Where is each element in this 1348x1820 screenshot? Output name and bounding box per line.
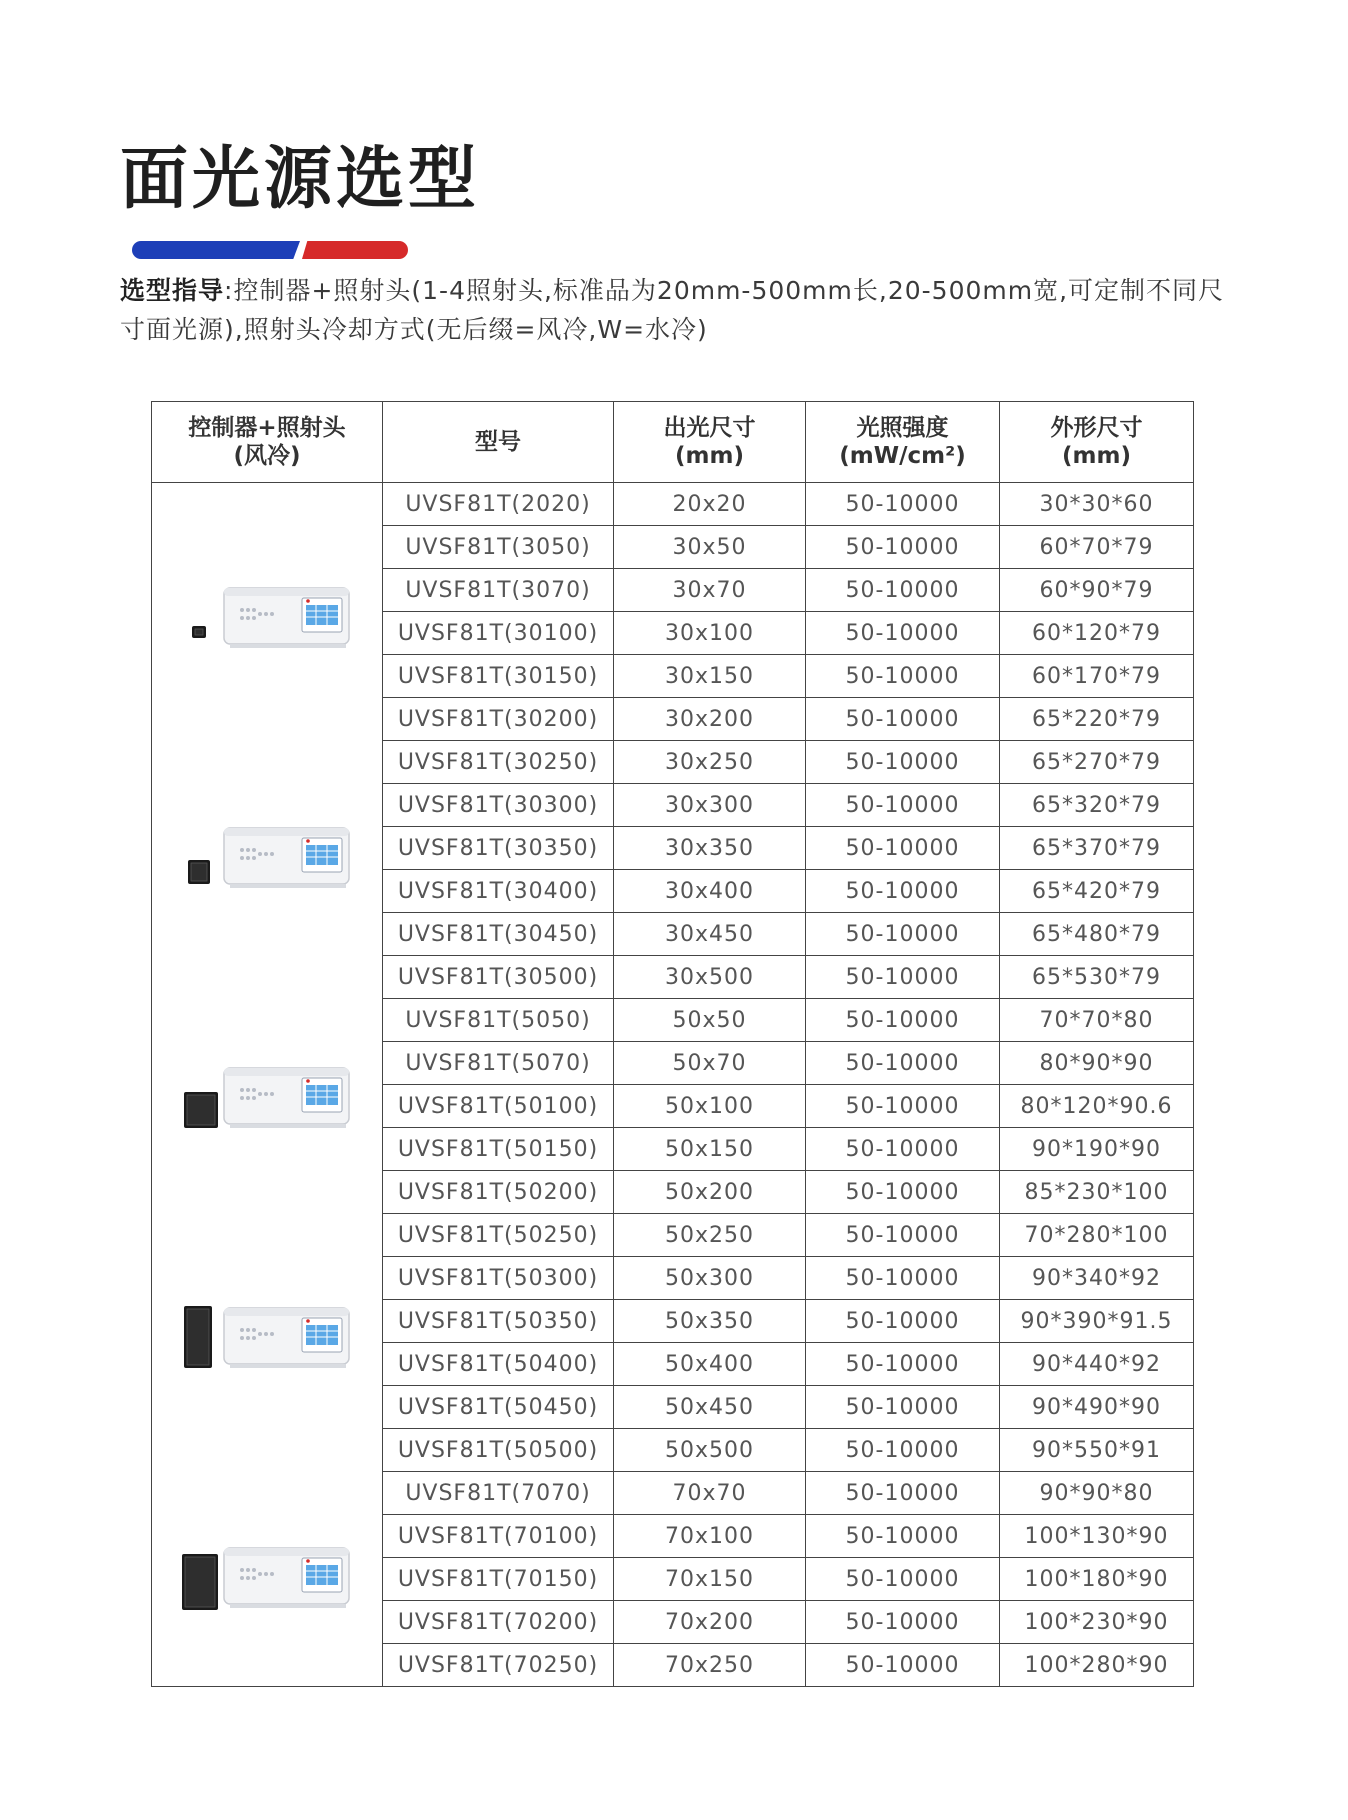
irradiance-cell: 50-10000	[806, 999, 1000, 1042]
irradiance-cell: 50-10000	[806, 827, 1000, 870]
emission-size-cell: 50x400	[614, 1343, 806, 1386]
controller-with-small-head-image	[182, 578, 352, 658]
emission-size-cell: 30x500	[614, 956, 806, 999]
irradiance-cell: 50-10000	[806, 612, 1000, 655]
outline-size-cell: 100*280*90	[1000, 1644, 1194, 1687]
irradiance-cell: 50-10000	[806, 1171, 1000, 1214]
selection-guide	[120, 271, 1230, 349]
model-cell: UVSF81T(50350)	[383, 1300, 614, 1343]
outline-size-cell: 90*90*80	[1000, 1472, 1194, 1515]
emission-size-cell: 50x350	[614, 1300, 806, 1343]
irradiance-cell: 50-10000	[806, 1214, 1000, 1257]
outline-size-cell: 65*480*79	[1000, 913, 1194, 956]
outline-size-cell: 100*230*90	[1000, 1601, 1194, 1644]
irradiance-cell: 50-10000	[806, 1085, 1000, 1128]
irradiance-cell: 50-10000	[806, 483, 1000, 526]
emission-size-cell: 50x150	[614, 1128, 806, 1171]
outline-size-cell: 60*170*79	[1000, 655, 1194, 698]
outline-size-cell: 65*320*79	[1000, 784, 1194, 827]
emission-size-cell: 30x450	[614, 913, 806, 956]
header-model: 型号	[383, 402, 614, 483]
outline-size-cell: 90*190*90	[1000, 1128, 1194, 1171]
irradiance-cell: 50-10000	[806, 655, 1000, 698]
emission-size-cell: 50x300	[614, 1257, 806, 1300]
outline-size-cell: 60*90*79	[1000, 569, 1194, 612]
irradiance-cell: 50-10000	[806, 1343, 1000, 1386]
model-cell: UVSF81T(70200)	[383, 1601, 614, 1644]
irradiance-cell: 50-10000	[806, 1515, 1000, 1558]
model-cell: UVSF81T(5070)	[383, 1042, 614, 1085]
emission-size-cell: 50x70	[614, 1042, 806, 1085]
model-cell: UVSF81T(30100)	[383, 612, 614, 655]
title-underline-red	[302, 241, 408, 259]
emission-size-cell: 30x200	[614, 698, 806, 741]
emission-size-cell: 50x450	[614, 1386, 806, 1429]
emission-size-cell: 50x500	[614, 1429, 806, 1472]
selection-guide-text: :控制器+照射头(1-4照射头,标准品为20mm-500mm长,20-500mm宽,可定制不同尺寸面光源),照射头冷却方式(无后缀=风冷,W=水冷)	[120, 276, 1225, 344]
irradiance-cell: 50-10000	[806, 526, 1000, 569]
model-cell: UVSF81T(3070)	[383, 569, 614, 612]
outline-size-cell: 65*270*79	[1000, 741, 1194, 784]
model-cell: UVSF81T(50500)	[383, 1429, 614, 1472]
emission-size-cell: 30x50	[614, 526, 806, 569]
model-cell: UVSF81T(50150)	[383, 1128, 614, 1171]
controller-with-large-head-image	[182, 1538, 352, 1618]
irradiance-cell: 50-10000	[806, 1386, 1000, 1429]
outline-size-cell: 90*440*92	[1000, 1343, 1194, 1386]
model-cell: UVSF81T(3050)	[383, 526, 614, 569]
emission-size-cell: 70x150	[614, 1558, 806, 1601]
irradiance-cell: 50-10000	[806, 1300, 1000, 1343]
emission-size-cell: 30x150	[614, 655, 806, 698]
emission-size-cell: 70x200	[614, 1601, 806, 1644]
outline-size-cell: 65*530*79	[1000, 956, 1194, 999]
emission-size-cell: 70x100	[614, 1515, 806, 1558]
model-cell: UVSF81T(50250)	[383, 1214, 614, 1257]
controller-with-50mm-head-image	[182, 1058, 352, 1138]
outline-size-cell: 65*420*79	[1000, 870, 1194, 913]
title-underline-blue	[132, 241, 300, 259]
spec-table	[151, 401, 1194, 1687]
model-cell: UVSF81T(30350)	[383, 827, 614, 870]
emission-size-cell: 30x100	[614, 612, 806, 655]
model-cell: UVSF81T(30400)	[383, 870, 614, 913]
irradiance-cell: 50-10000	[806, 956, 1000, 999]
emission-size-cell: 50x50	[614, 999, 806, 1042]
page-title: 面光源选型	[120, 140, 481, 219]
header-irradiance: 光照强度 (mW/cm²)	[806, 402, 1000, 483]
outline-size-cell: 60*120*79	[1000, 612, 1194, 655]
irradiance-cell: 50-10000	[806, 870, 1000, 913]
emission-size-cell: 50x250	[614, 1214, 806, 1257]
selection-guide-label: 选型指导	[120, 276, 225, 305]
table-row	[152, 483, 1194, 526]
header-outline-size: 外形尺寸 (mm)	[1000, 402, 1194, 483]
outline-size-cell: 70*280*100	[1000, 1214, 1194, 1257]
model-cell: UVSF81T(30200)	[383, 698, 614, 741]
emission-size-cell: 30x300	[614, 784, 806, 827]
model-cell: UVSF81T(50100)	[383, 1085, 614, 1128]
model-cell: UVSF81T(30150)	[383, 655, 614, 698]
emission-size-cell: 70x70	[614, 1472, 806, 1515]
model-cell: UVSF81T(30500)	[383, 956, 614, 999]
outline-size-cell: 90*340*92	[1000, 1257, 1194, 1300]
controller-with-30mm-head-image	[182, 818, 352, 898]
irradiance-cell: 50-10000	[806, 1257, 1000, 1300]
model-cell: UVSF81T(70100)	[383, 1515, 614, 1558]
emission-size-cell: 30x350	[614, 827, 806, 870]
irradiance-cell: 50-10000	[806, 1601, 1000, 1644]
irradiance-cell: 50-10000	[806, 741, 1000, 784]
outline-size-cell: 65*370*79	[1000, 827, 1194, 870]
model-cell: UVSF81T(30300)	[383, 784, 614, 827]
outline-size-cell: 85*230*100	[1000, 1171, 1194, 1214]
emission-size-cell: 20x20	[614, 483, 806, 526]
model-cell: UVSF81T(2020)	[383, 483, 614, 526]
outline-size-cell: 70*70*80	[1000, 999, 1194, 1042]
header-controller-head: 控制器+照射头 (风冷)	[152, 402, 383, 483]
model-cell: UVSF81T(50300)	[383, 1257, 614, 1300]
irradiance-cell: 50-10000	[806, 1644, 1000, 1687]
model-cell: UVSF81T(50200)	[383, 1171, 614, 1214]
irradiance-cell: 50-10000	[806, 1472, 1000, 1515]
outline-size-cell: 90*490*90	[1000, 1386, 1194, 1429]
outline-size-cell: 80*120*90.6	[1000, 1085, 1194, 1128]
irradiance-cell: 50-10000	[806, 784, 1000, 827]
emission-size-cell: 50x100	[614, 1085, 806, 1128]
table-header-row	[152, 402, 1194, 483]
outline-size-cell: 100*180*90	[1000, 1558, 1194, 1601]
outline-size-cell: 80*90*90	[1000, 1042, 1194, 1085]
emission-size-cell: 30x400	[614, 870, 806, 913]
product-image-column	[152, 483, 383, 1687]
outline-size-cell: 100*130*90	[1000, 1515, 1194, 1558]
irradiance-cell: 50-10000	[806, 698, 1000, 741]
outline-size-cell: 60*70*79	[1000, 526, 1194, 569]
emission-size-cell: 30x250	[614, 741, 806, 784]
irradiance-cell: 50-10000	[806, 569, 1000, 612]
irradiance-cell: 50-10000	[806, 913, 1000, 956]
model-cell: UVSF81T(70150)	[383, 1558, 614, 1601]
controller-with-tall-head-image	[182, 1298, 352, 1378]
emission-size-cell: 70x250	[614, 1644, 806, 1687]
model-cell: UVSF81T(50450)	[383, 1386, 614, 1429]
model-cell: UVSF81T(70250)	[383, 1644, 614, 1687]
emission-size-cell: 30x70	[614, 569, 806, 612]
model-cell: UVSF81T(50400)	[383, 1343, 614, 1386]
outline-size-cell: 65*220*79	[1000, 698, 1194, 741]
outline-size-cell: 30*30*60	[1000, 483, 1194, 526]
irradiance-cell: 50-10000	[806, 1558, 1000, 1601]
model-cell: UVSF81T(5050)	[383, 999, 614, 1042]
irradiance-cell: 50-10000	[806, 1128, 1000, 1171]
model-cell: UVSF81T(7070)	[383, 1472, 614, 1515]
outline-size-cell: 90*550*91	[1000, 1429, 1194, 1472]
model-cell: UVSF81T(30450)	[383, 913, 614, 956]
irradiance-cell: 50-10000	[806, 1429, 1000, 1472]
header-emission-size: 出光尺寸 (mm)	[614, 402, 806, 483]
irradiance-cell: 50-10000	[806, 1042, 1000, 1085]
model-cell: UVSF81T(30250)	[383, 741, 614, 784]
outline-size-cell: 90*390*91.5	[1000, 1300, 1194, 1343]
emission-size-cell: 50x200	[614, 1171, 806, 1214]
